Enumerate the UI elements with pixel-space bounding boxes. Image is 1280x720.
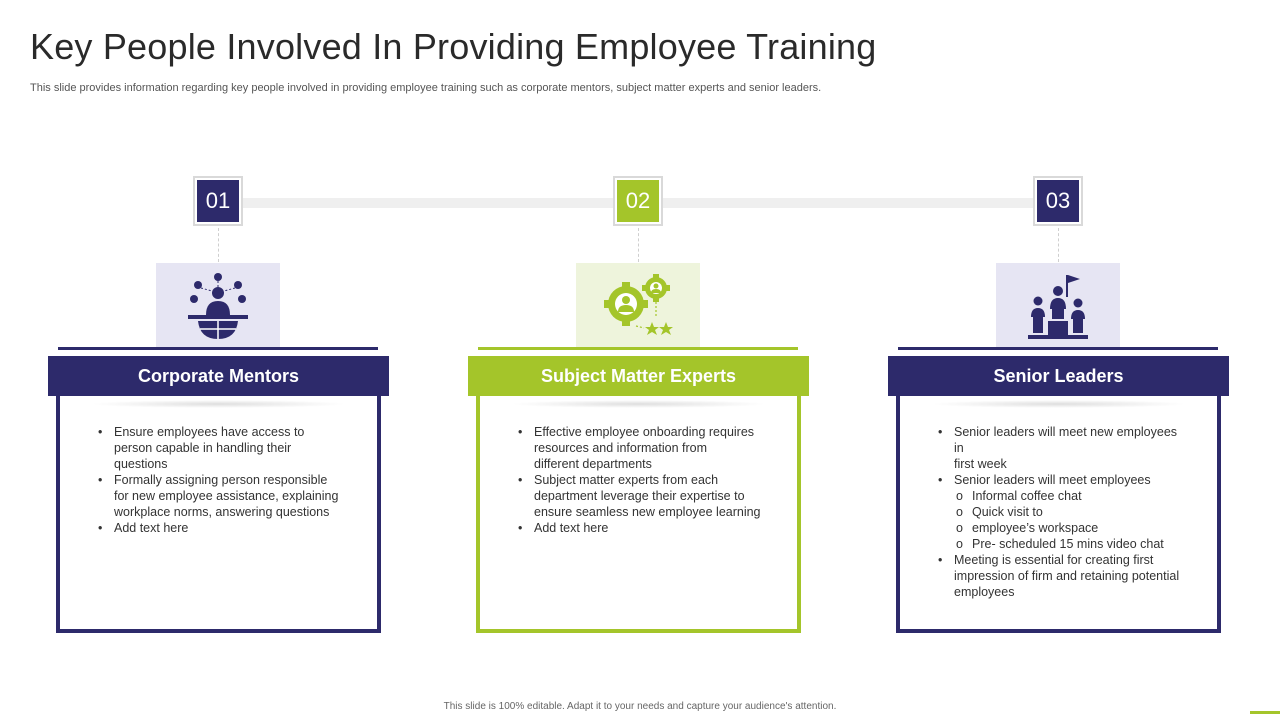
card-heading-2: Subject Matter Experts	[540, 365, 737, 386]
card-1	[56, 396, 381, 633]
card-header-1	[48, 356, 389, 396]
list-item: • Add text here	[514, 520, 764, 536]
card-list-3	[934, 424, 1184, 600]
step-number-box-3	[1033, 176, 1083, 226]
step-number-box-1	[193, 176, 243, 226]
list-item: • Ensure employees have access to person capable in handling their questions	[94, 424, 344, 472]
list-subitem: o employee’s workspace	[934, 520, 1184, 536]
leaders-podium-icon	[1028, 273, 1088, 339]
list-subitem: o Quick visit to	[934, 504, 1184, 520]
slide-title: Key People Involved In Providing Employee Training	[30, 26, 877, 67]
gears-stars-icon	[602, 274, 674, 338]
list-item: • Senior leaders will meet new employees in	[934, 424, 1184, 456]
step-number-box-2	[613, 176, 663, 226]
card-list-2	[514, 424, 764, 536]
card-3	[896, 396, 1221, 633]
card-heading-3: Senior Leaders	[993, 365, 1124, 386]
list-subitem: o Informal coffee chat	[934, 488, 1184, 504]
corner-accent-line	[1250, 711, 1280, 714]
footer-note: This slide is 100% editable. Adapt it to your needs and capture your audience's attention.	[443, 701, 837, 712]
list-subitem: o Pre- scheduled 15 mins video chat	[934, 536, 1184, 552]
step-dash-line-1	[218, 228, 219, 262]
step-dash-line-3	[1058, 228, 1059, 262]
card-top-line-2	[478, 347, 798, 350]
step-number-3: 03	[1037, 180, 1079, 222]
list-item: different departments	[534, 457, 652, 471]
list-item: • Effective employee onboarding requires resources and information from	[514, 424, 764, 456]
mentor-globe-icon	[186, 271, 250, 341]
card-2	[476, 396, 801, 633]
card-header-2	[468, 356, 809, 396]
step-number-1: 01	[197, 180, 239, 222]
card-header-3	[888, 356, 1229, 396]
list-item: • Subject matter experts from each department leverage their expertise to ensure seamless new employee learning	[514, 472, 764, 520]
list-item: • Formally assigning person responsible for new employee assistance, explaining workplace norms, answering questions	[94, 472, 344, 520]
card-list-1	[94, 424, 344, 536]
step-number-2: 02	[617, 180, 659, 222]
list-item: • Add text here	[94, 520, 344, 536]
step-icon-box-3	[996, 263, 1120, 349]
list-item: • Meeting is essential for creating first impression of firm and retaining potential employees	[934, 552, 1184, 600]
card-top-line-1	[58, 347, 378, 350]
card-top-line-3	[898, 347, 1218, 350]
step-icon-box-1	[156, 263, 280, 349]
step-dash-line-2	[638, 228, 639, 262]
list-item: • Senior leaders will meet employees	[934, 472, 1184, 488]
step-icon-box-2	[576, 263, 700, 349]
list-item: first week	[954, 457, 1007, 471]
slide-subtitle: This slide provides information regarding key people involved in providing employee training such as corporate mentors, subject matter experts and senior leaders.	[30, 82, 822, 94]
card-heading-1: Corporate Mentors	[137, 365, 299, 386]
